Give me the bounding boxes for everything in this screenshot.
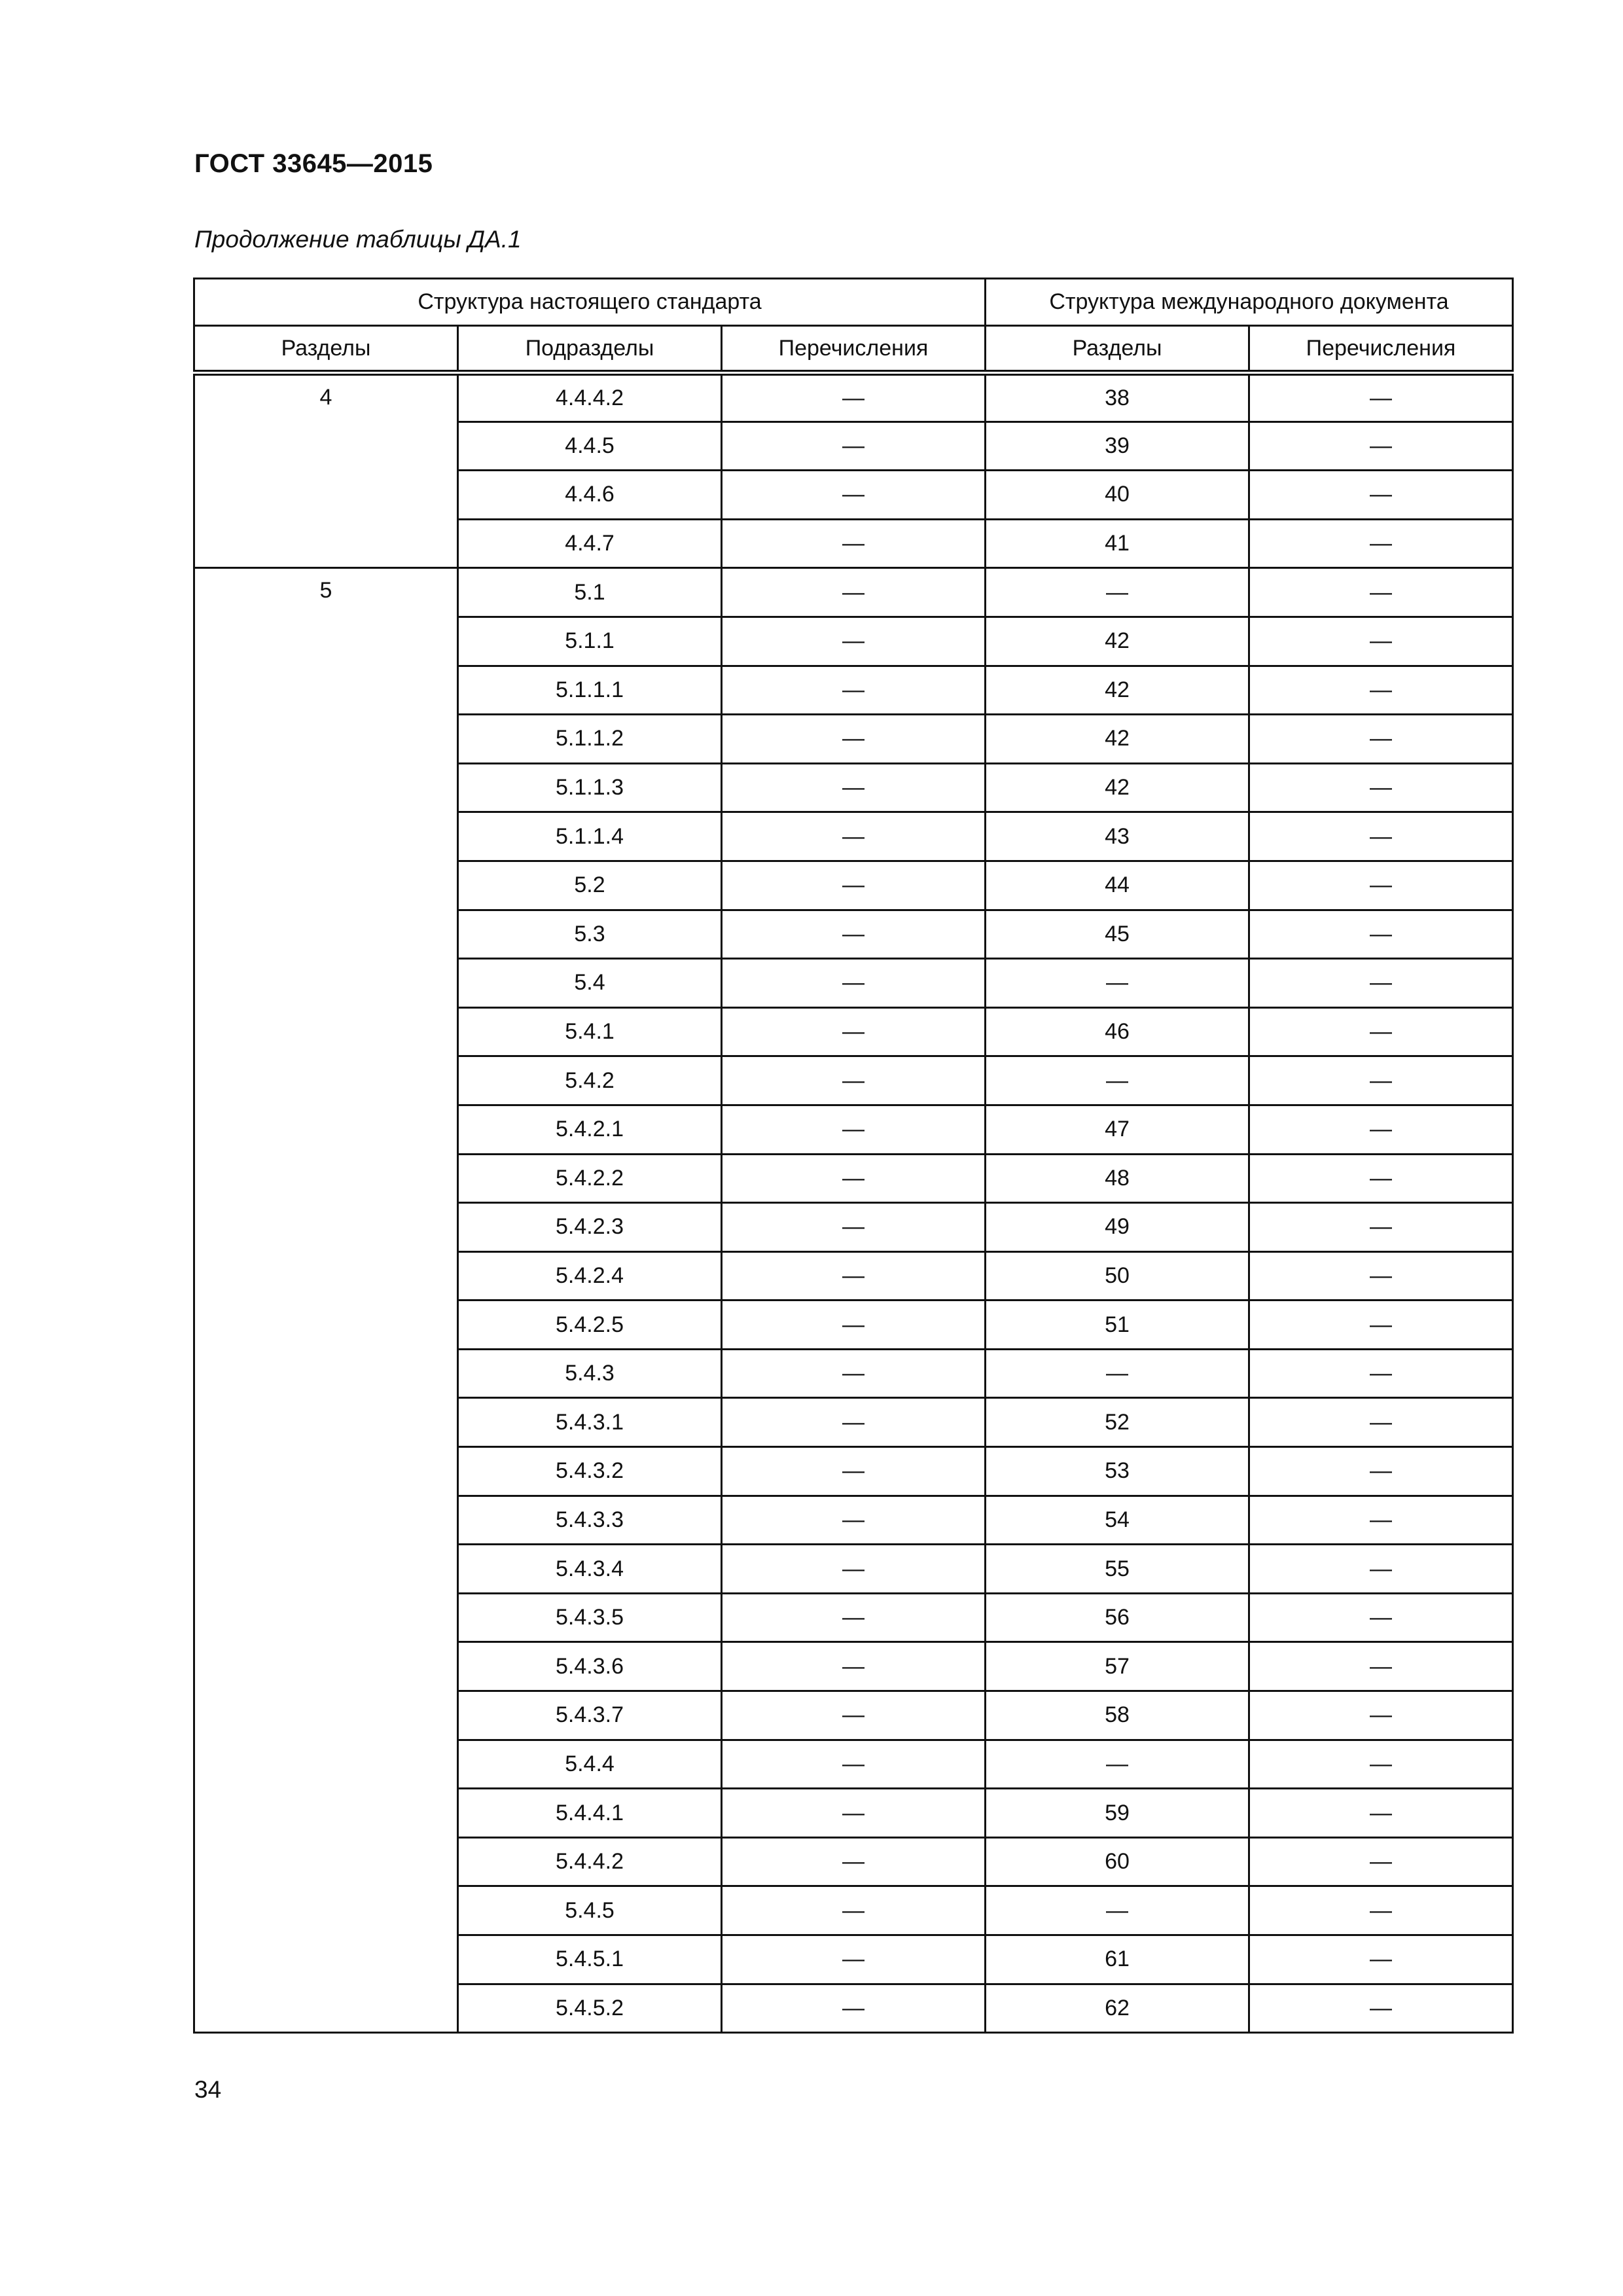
intl-section-cell: 44 bbox=[986, 861, 1249, 910]
subsection-cell: 5.4.2.5 bbox=[458, 1300, 722, 1350]
column-header-enumerations: Перечисления bbox=[722, 326, 986, 373]
intl-enumeration-cell: — bbox=[1249, 1789, 1513, 1838]
enumeration-cell: — bbox=[722, 519, 986, 568]
intl-enumeration-cell: — bbox=[1249, 471, 1513, 520]
intl-section-cell: 42 bbox=[986, 666, 1249, 715]
subsection-cell: 5.4.4.2 bbox=[458, 1837, 722, 1886]
subsection-cell: 5.4.2.3 bbox=[458, 1203, 722, 1252]
intl-enumeration-cell: — bbox=[1249, 617, 1513, 666]
subsection-cell: 5.4.2.2 bbox=[458, 1154, 722, 1203]
intl-section-cell: 38 bbox=[986, 373, 1249, 422]
intl-enumeration-cell: — bbox=[1249, 1886, 1513, 1935]
intl-enumeration-cell: — bbox=[1249, 1984, 1513, 2033]
subsection-cell: 5.3 bbox=[458, 910, 722, 959]
intl-section-cell: 42 bbox=[986, 715, 1249, 764]
intl-section-cell: — bbox=[986, 1740, 1249, 1789]
enumeration-cell: — bbox=[722, 1398, 986, 1447]
intl-enumeration-cell: — bbox=[1249, 959, 1513, 1008]
enumeration-cell: — bbox=[722, 861, 986, 910]
intl-enumeration-cell: — bbox=[1249, 910, 1513, 959]
intl-section-cell: 45 bbox=[986, 910, 1249, 959]
table-column-header-row bbox=[194, 326, 1513, 373]
intl-enumeration-cell: — bbox=[1249, 763, 1513, 812]
intl-section-cell: 60 bbox=[986, 1837, 1249, 1886]
subsection-cell: 5.4.3.1 bbox=[458, 1398, 722, 1447]
page-number: 34 bbox=[194, 2076, 222, 2103]
subsection-cell: 5.4.3.5 bbox=[458, 1593, 722, 1642]
intl-section-cell: 39 bbox=[986, 422, 1249, 471]
intl-enumeration-cell: — bbox=[1249, 1837, 1513, 1886]
table-body bbox=[194, 373, 1513, 2033]
intl-enumeration-cell: — bbox=[1249, 1545, 1513, 1594]
enumeration-cell: — bbox=[722, 763, 986, 812]
intl-enumeration-cell: — bbox=[1249, 1447, 1513, 1496]
subsection-cell: 5.4.3 bbox=[458, 1349, 722, 1398]
intl-enumeration-cell: — bbox=[1249, 1691, 1513, 1740]
intl-section-cell: 50 bbox=[986, 1251, 1249, 1300]
enumeration-cell: — bbox=[722, 959, 986, 1008]
enumeration-cell: — bbox=[722, 1691, 986, 1740]
enumeration-cell: — bbox=[722, 1349, 986, 1398]
intl-section-cell: 42 bbox=[986, 617, 1249, 666]
subsection-cell: 5.4.5.2 bbox=[458, 1984, 722, 2033]
enumeration-cell: — bbox=[722, 373, 986, 422]
intl-section-cell: 57 bbox=[986, 1642, 1249, 1691]
enumeration-cell: — bbox=[722, 1837, 986, 1886]
intl-section-cell: — bbox=[986, 1886, 1249, 1935]
enumeration-cell: — bbox=[722, 1056, 986, 1105]
subsection-cell: 5.2 bbox=[458, 861, 722, 910]
enumeration-cell: — bbox=[722, 715, 986, 764]
intl-section-cell: 43 bbox=[986, 812, 1249, 861]
table-row bbox=[194, 568, 1513, 617]
intl-enumeration-cell: — bbox=[1249, 861, 1513, 910]
intl-section-cell: — bbox=[986, 1349, 1249, 1398]
intl-enumeration-cell: — bbox=[1249, 1740, 1513, 1789]
intl-section-cell: 46 bbox=[986, 1007, 1249, 1056]
intl-enumeration-cell: — bbox=[1249, 1154, 1513, 1203]
intl-section-cell: 55 bbox=[986, 1545, 1249, 1594]
group-header-this-standard: Структура настоящего стандарта bbox=[194, 279, 986, 326]
enumeration-cell: — bbox=[722, 617, 986, 666]
subsection-cell: 5.1.1.3 bbox=[458, 763, 722, 812]
enumeration-cell: — bbox=[722, 1593, 986, 1642]
enumeration-cell: — bbox=[722, 471, 986, 520]
column-header-sections: Разделы bbox=[194, 326, 458, 373]
intl-enumeration-cell: — bbox=[1249, 1300, 1513, 1350]
intl-section-cell: — bbox=[986, 1056, 1249, 1105]
intl-section-cell: 62 bbox=[986, 1984, 1249, 2033]
intl-enumeration-cell: — bbox=[1249, 1642, 1513, 1691]
intl-section-cell: 51 bbox=[986, 1300, 1249, 1350]
column-header-intl-sections: Разделы bbox=[986, 326, 1249, 373]
subsection-cell: 5.1.1 bbox=[458, 617, 722, 666]
enumeration-cell: — bbox=[722, 1105, 986, 1154]
intl-enumeration-cell: — bbox=[1249, 1056, 1513, 1105]
group-header-international-document: Структура международного документа bbox=[986, 279, 1513, 326]
enumeration-cell: — bbox=[722, 910, 986, 959]
subsection-cell: 5.4.5 bbox=[458, 1886, 722, 1935]
intl-enumeration-cell: — bbox=[1249, 1251, 1513, 1300]
intl-enumeration-cell: — bbox=[1249, 373, 1513, 422]
intl-enumeration-cell: — bbox=[1249, 1593, 1513, 1642]
column-header-intl-enumerations: Перечисления bbox=[1249, 326, 1513, 373]
intl-enumeration-cell: — bbox=[1249, 715, 1513, 764]
intl-section-cell: 49 bbox=[986, 1203, 1249, 1252]
subsection-cell: 5.1 bbox=[458, 568, 722, 617]
intl-section-cell: 58 bbox=[986, 1691, 1249, 1740]
subsection-cell: 5.4.2 bbox=[458, 1056, 722, 1105]
intl-enumeration-cell: — bbox=[1249, 1935, 1513, 1984]
subsection-cell: 5.4.3.2 bbox=[458, 1447, 722, 1496]
enumeration-cell: — bbox=[722, 1007, 986, 1056]
intl-section-cell: 52 bbox=[986, 1398, 1249, 1447]
table-container bbox=[193, 278, 1512, 2034]
intl-enumeration-cell: — bbox=[1249, 1105, 1513, 1154]
enumeration-cell: — bbox=[722, 1154, 986, 1203]
enumeration-cell: — bbox=[722, 568, 986, 617]
table-caption: Продолжение таблицы ДА.1 bbox=[194, 226, 522, 253]
intl-section-cell: 40 bbox=[986, 471, 1249, 520]
enumeration-cell: — bbox=[722, 1886, 986, 1935]
enumeration-cell: — bbox=[722, 666, 986, 715]
intl-enumeration-cell: — bbox=[1249, 519, 1513, 568]
intl-enumeration-cell: — bbox=[1249, 422, 1513, 471]
section-cell: 4 bbox=[194, 373, 458, 568]
intl-enumeration-cell: — bbox=[1249, 1496, 1513, 1545]
intl-enumeration-cell: — bbox=[1249, 1398, 1513, 1447]
enumeration-cell: — bbox=[722, 1545, 986, 1594]
enumeration-cell: — bbox=[722, 1251, 986, 1300]
subsection-cell: 5.4.5.1 bbox=[458, 1935, 722, 1984]
enumeration-cell: — bbox=[722, 1447, 986, 1496]
intl-enumeration-cell: — bbox=[1249, 1203, 1513, 1252]
enumeration-cell: — bbox=[722, 1300, 986, 1350]
subsection-cell: 4.4.4.2 bbox=[458, 373, 722, 422]
subsection-cell: 5.1.1.4 bbox=[458, 812, 722, 861]
enumeration-cell: — bbox=[722, 1984, 986, 2033]
document-header: ГОСТ 33645—2015 bbox=[194, 149, 433, 178]
intl-section-cell: — bbox=[986, 959, 1249, 1008]
column-header-subsections: Подразделы bbox=[458, 326, 722, 373]
enumeration-cell: — bbox=[722, 1740, 986, 1789]
table-group-header-row bbox=[194, 279, 1513, 326]
intl-section-cell: 59 bbox=[986, 1789, 1249, 1838]
subsection-cell: 4.4.6 bbox=[458, 471, 722, 520]
subsection-cell: 5.4.4.1 bbox=[458, 1789, 722, 1838]
intl-section-cell: 42 bbox=[986, 763, 1249, 812]
subsection-cell: 5.4.2.1 bbox=[458, 1105, 722, 1154]
intl-enumeration-cell: — bbox=[1249, 1007, 1513, 1056]
intl-section-cell: 56 bbox=[986, 1593, 1249, 1642]
subsection-cell: 5.1.1.2 bbox=[458, 715, 722, 764]
subsection-cell: 4.4.7 bbox=[458, 519, 722, 568]
subsection-cell: 5.4.3.6 bbox=[458, 1642, 722, 1691]
enumeration-cell: — bbox=[722, 1203, 986, 1252]
subsection-cell: 5.4.3.7 bbox=[458, 1691, 722, 1740]
enumeration-cell: — bbox=[722, 812, 986, 861]
enumeration-cell: — bbox=[722, 1789, 986, 1838]
enumeration-cell: — bbox=[722, 1642, 986, 1691]
subsection-cell: 5.4.1 bbox=[458, 1007, 722, 1056]
subsection-cell: 5.4.3.3 bbox=[458, 1496, 722, 1545]
intl-section-cell: — bbox=[986, 568, 1249, 617]
subsection-cell: 4.4.5 bbox=[458, 422, 722, 471]
intl-section-cell: 48 bbox=[986, 1154, 1249, 1203]
intl-enumeration-cell: — bbox=[1249, 568, 1513, 617]
intl-section-cell: 47 bbox=[986, 1105, 1249, 1154]
section-cell: 5 bbox=[194, 568, 458, 2033]
intl-section-cell: 54 bbox=[986, 1496, 1249, 1545]
enumeration-cell: — bbox=[722, 422, 986, 471]
intl-section-cell: 53 bbox=[986, 1447, 1249, 1496]
subsection-cell: 5.1.1.1 bbox=[458, 666, 722, 715]
intl-enumeration-cell: — bbox=[1249, 1349, 1513, 1398]
enumeration-cell: — bbox=[722, 1496, 986, 1545]
subsection-cell: 5.4 bbox=[458, 959, 722, 1008]
intl-section-cell: 61 bbox=[986, 1935, 1249, 1984]
subsection-cell: 5.4.4 bbox=[458, 1740, 722, 1789]
intl-enumeration-cell: — bbox=[1249, 812, 1513, 861]
intl-section-cell: 41 bbox=[986, 519, 1249, 568]
subsection-cell: 5.4.3.4 bbox=[458, 1545, 722, 1594]
structure-comparison-table bbox=[193, 278, 1514, 2034]
intl-enumeration-cell: — bbox=[1249, 666, 1513, 715]
subsection-cell: 5.4.2.4 bbox=[458, 1251, 722, 1300]
table-row bbox=[194, 373, 1513, 422]
enumeration-cell: — bbox=[722, 1935, 986, 1984]
